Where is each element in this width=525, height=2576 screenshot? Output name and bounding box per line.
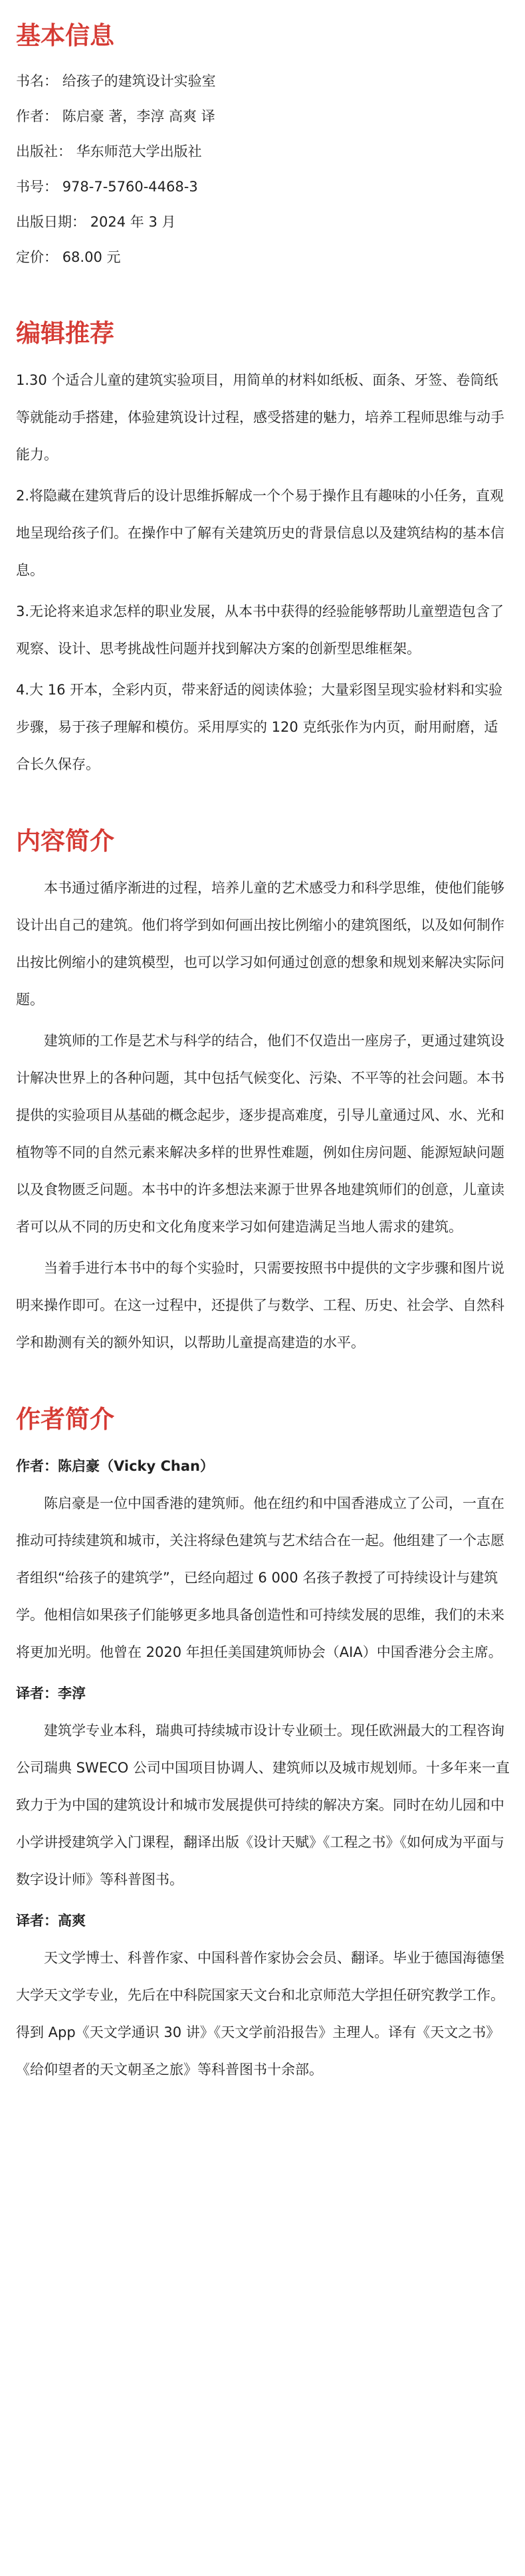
translator-bio-paragraph: 天文学博士、科普作家、中国科普作家协会会员、翻译。毕业于德国海德堡大学天文学专业，先后在中科院国家天文台和北京师范大学担任研究教学工作。得到 App《天文学通识 30 讲》《天文学前沿报告》主理人。译有《天文之书》《给仰望者的天文朝圣之旅》等科普图书十余部。: [16, 1950, 504, 2078]
recommendation-item: 2.将隐藏在建筑背后的设计思维拆解成一个个易于操作且有趣味的小任务，直观地呈现给孩子们。在操作中了解有关建筑历史的背景信息以及建筑结构的基本信息。: [16, 488, 504, 578]
publish-date-row: [16, 205, 512, 240]
basic-info-section: [16, 20, 512, 275]
publisher-label: 出版社：: [16, 144, 72, 160]
book-title-row: [16, 64, 512, 99]
recommendation-item: 4.大 16 开本，全彩内页，带来舒适的阅读体验；大量彩图呈现实验材料和实验步骤，易于孩子理解和模仿。采用厚实的 120 克纸张作为内页，耐用耐磨，适合长久保存。: [16, 682, 503, 772]
content-intro-paragraph: 当着手进行本书中的每个实验时，只需要按照书中提供的文字步骤和图片说明来操作即可。在这一过程中，还提供了与数学、工程、历史、社会学、自然科学和勘测有关的额外知识，以帮助儿童提高建造的水平。: [16, 1260, 504, 1350]
basic-info-list: [16, 64, 512, 275]
translator-name-line: 译者：高爽: [16, 1913, 86, 1929]
content-intro-paragraph: 建筑师的工作是艺术与科学的结合，他们不仅造出一座房子，更通过建筑设计解决世界上的各种问题，其中包括气候变化、污染、不平等的社会问题。本书提供的实验项目从基础的概念起步，逐步提高难度，引导儿童通过风、水、光和植物等不同的自然元素来解决多样的世界性难题，例如住房问题、能源短缺问题以及食物匮乏问题。本书中的许多想法来源于世界各地建筑师们的创意，儿童读者可以从不同的历史和文化角度来学习如何建造满足当地人需求的建筑。: [16, 1033, 504, 1235]
recommendation-item: 3.无论将来追求怎样的职业发展，从本书中获得的经验能够帮助儿童塑造包含了观察、设计、思考挑战性问题并找到解决方案的创新型思维框架。: [16, 603, 504, 657]
publisher-row: [16, 134, 512, 169]
translator-block: [16, 1902, 512, 2088]
recommendation-list: [16, 362, 512, 783]
publisher-value: 华东师范大学出版社: [76, 144, 202, 160]
recommendation-item: 1.30 个适合儿童的建筑实验项目，用简单的材料如纸板、面条、牙签、卷筒纸等就能动手搭建，体验建筑设计过程，感受搭建的魅力，培养工程师思维与动手能力。: [16, 372, 504, 463]
isbn-row: [16, 169, 512, 205]
content-intro-paragraph: 本书通过循序渐进的过程，培养儿童的艺术感受力和科学思维，使他们能够设计出自己的建筑。他们将学到如何画出按比例缩小的建筑图纸，以及如何制作出按比例缩小的建筑模型，也可以学习如何通过创意的想象和规划来解决实际问题。: [16, 880, 504, 1008]
author-intro-section: [16, 1404, 512, 2088]
basic-info-title: 基本信息: [16, 21, 114, 50]
isbn-value: 978-7-5760-4468-3: [62, 179, 198, 195]
translator-name-line: 译者：李淳: [16, 1685, 86, 1701]
publish-date-label: 出版日期：: [16, 214, 86, 230]
translator-block: [16, 1675, 512, 1898]
publish-date-value: 2024 年 3 月: [90, 214, 176, 230]
content-intro-title: 内容简介: [16, 827, 114, 855]
author-block: [16, 1448, 512, 1671]
translator-bio-paragraph: 建筑学专业本科，瑞典可持续城市设计专业硕士。现任欧洲最大的工程咨询公司瑞典 SWECO 公司中国项目协调人、建筑师以及城市规划师。十多年来一直致力于为中国的建筑设计和城市发展提供可持续的解决方案。同时在幼儿园和中小学讲授建筑学入门课程，翻译出版《设计天赋》《工程之书》《如何成为平面与数字设计师》等科普图书。: [16, 1723, 510, 1887]
author-row: [16, 99, 512, 134]
editor-recommendation-section: [16, 318, 512, 783]
editor-recommendation-title: 编辑推荐: [16, 319, 114, 348]
content-intro-section: [16, 825, 512, 1361]
author-label: 作者：: [16, 108, 58, 124]
author-bio-paragraph: 陈启豪是一位中国香港的建筑师。他在纽约和中国香港成立了公司，一直在推动可持续建筑和城市，关注将绿色建筑与艺术结合在一起。他组建了一个志愿者组织“给孩子的建筑学”，已经向超过 6 000 名孩子教授了可持续设计与建筑学。他相信如果孩子们能够更多地具备创造性和可持续发展的思维，我们的未来将更加光明。他曾在 2020 年担任美国建筑师协会（AIA）中国香港分会主席。: [16, 1495, 504, 1660]
book-title-label: 书名：: [16, 73, 58, 89]
isbn-label: 书号：: [16, 179, 58, 195]
author-value: 陈启豪 著，李淳 高爽 译: [62, 108, 215, 124]
author-intro-title: 作者简介: [16, 1405, 114, 1434]
price-label: 定价：: [16, 249, 58, 265]
book-title-value: 给孩子的建筑设计实验室: [62, 73, 216, 89]
price-row: [16, 240, 512, 275]
author-name-line: 作者：陈启豪（Vicky Chan）: [16, 1458, 214, 1474]
price-value: 68.00 元: [62, 249, 121, 265]
